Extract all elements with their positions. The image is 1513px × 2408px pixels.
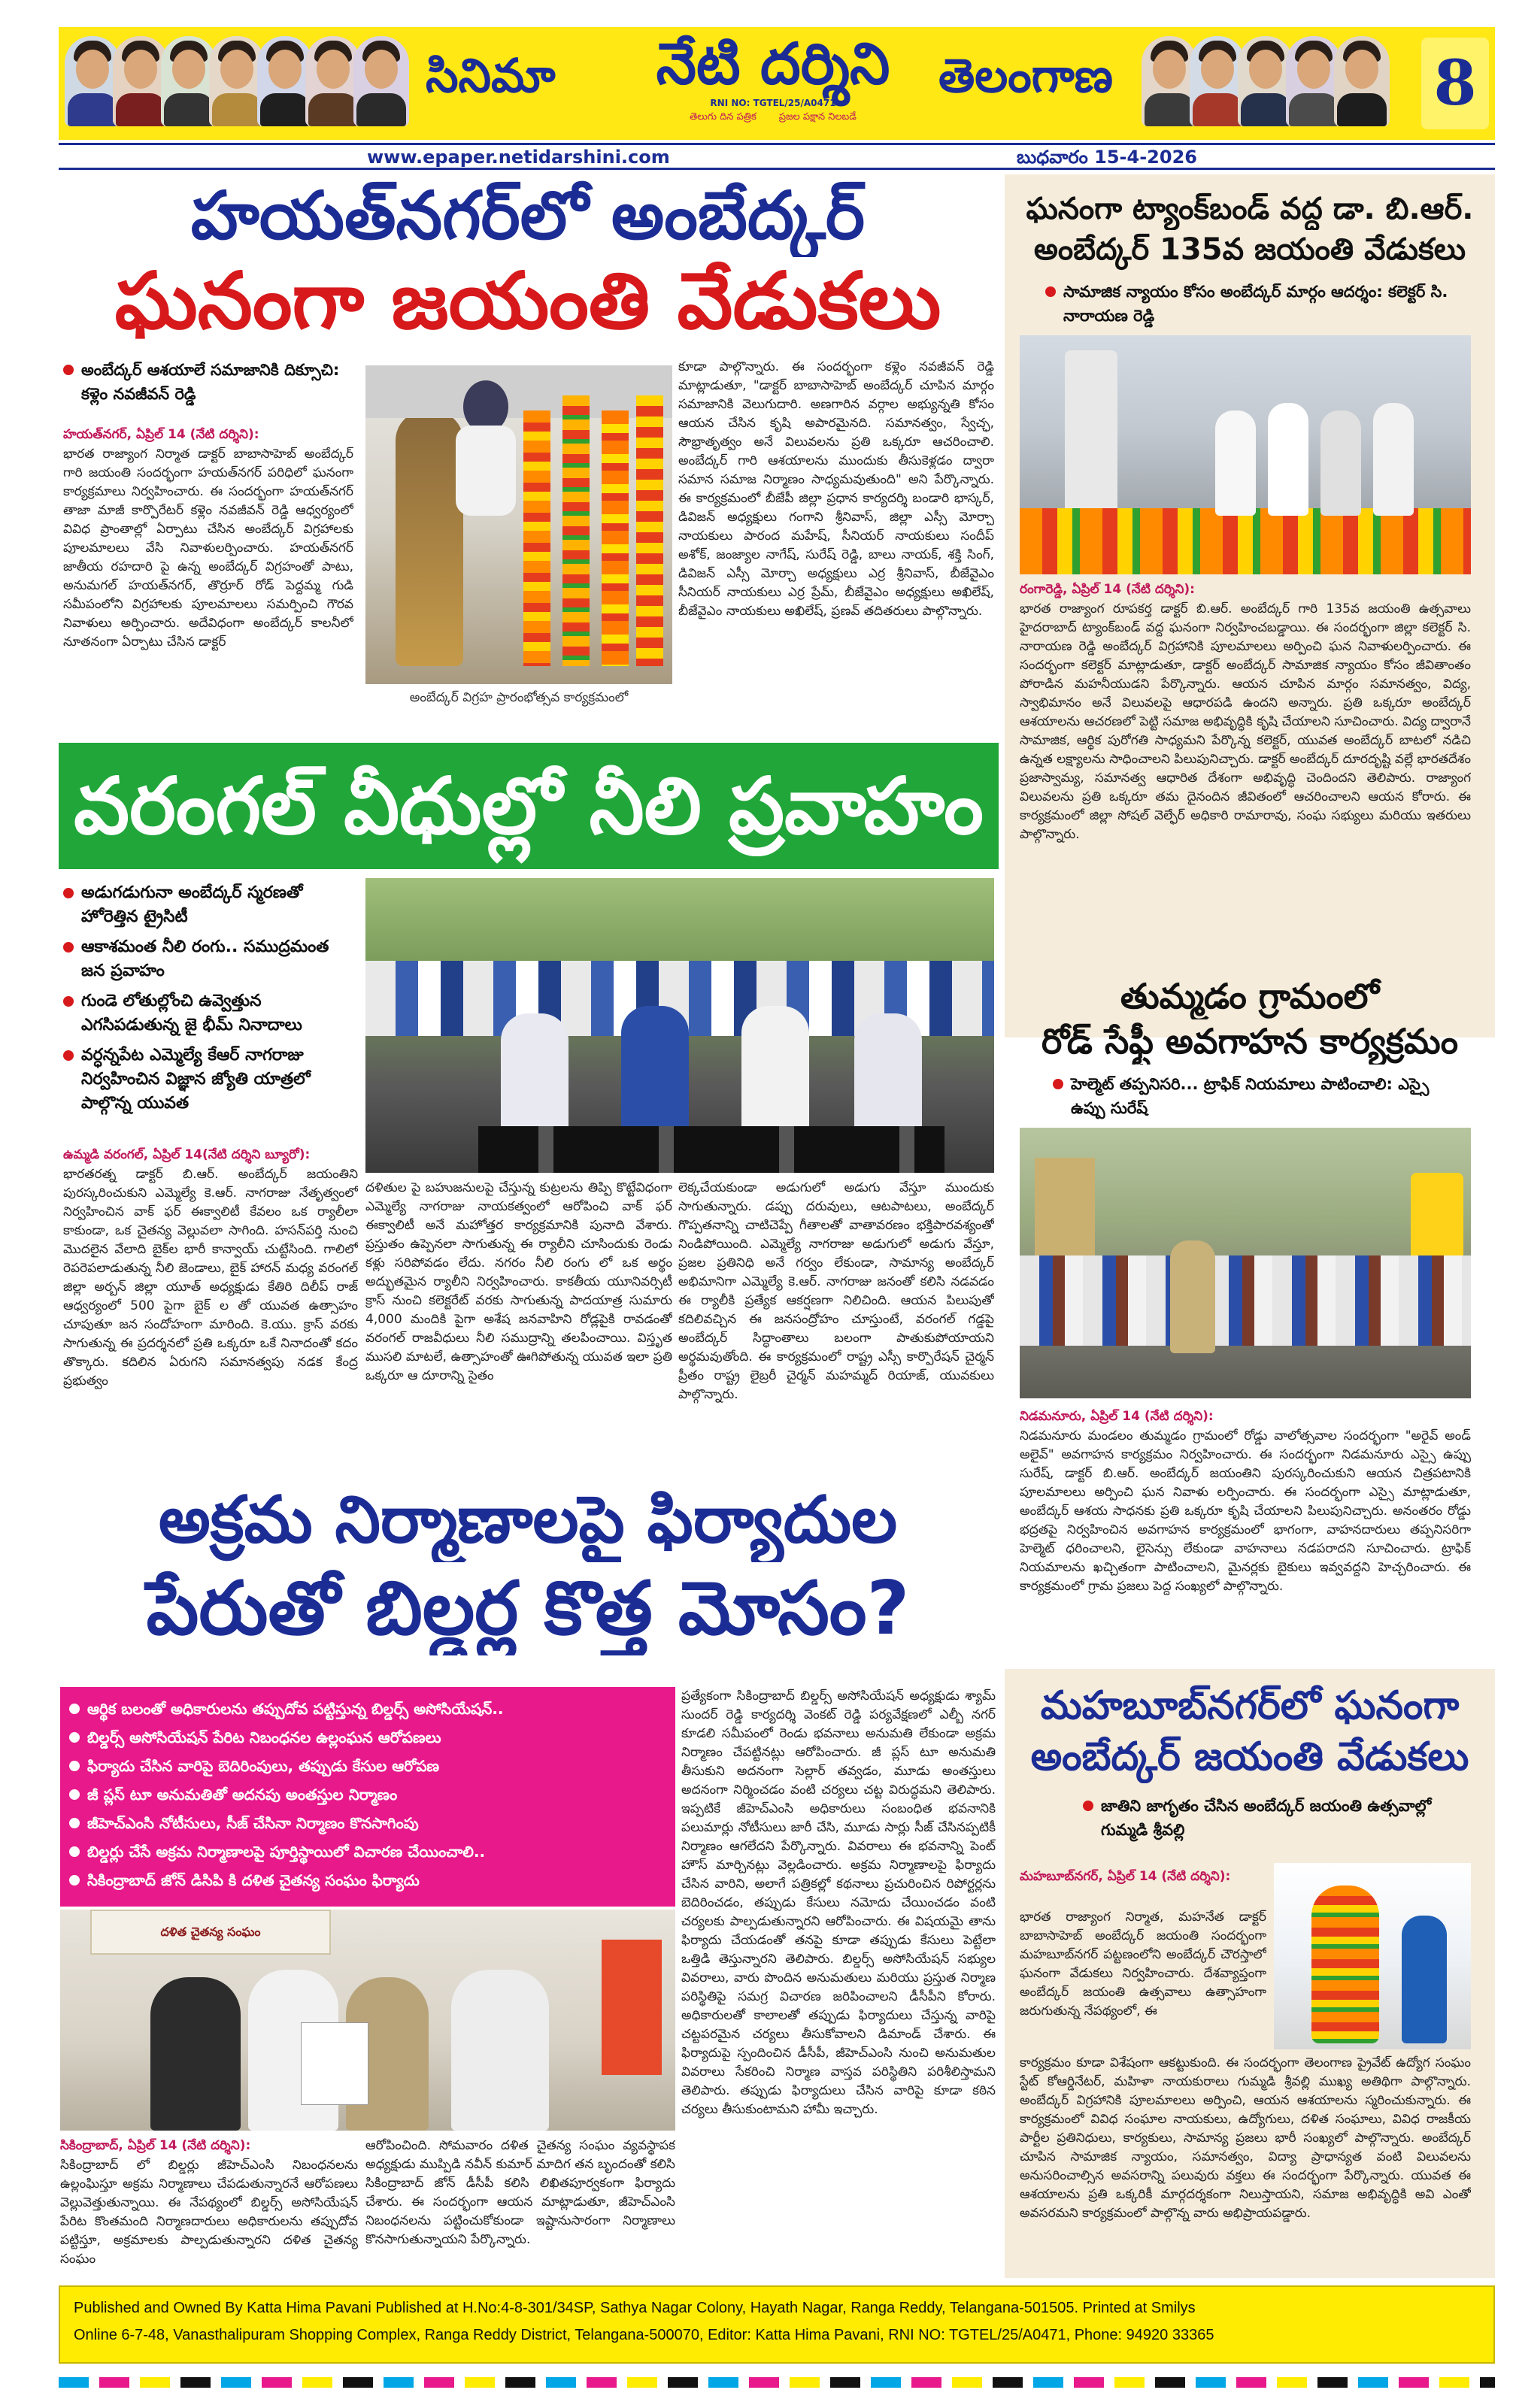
story1-dateline: హయత్‌నగర్, ఏప్రిల్ 14 (నేటి దర్శిని): (63, 427, 259, 442)
sidebar1-photo-tankbund (1020, 335, 1471, 574)
paper-name: నేటి దర్శిని (656, 30, 890, 97)
celebrity-portrait-6 (305, 36, 361, 126)
sidebar3-headline-line2: అంబేద్కర్ జయంతి వేడుకలు (1030, 1734, 1469, 1779)
sidebar3-headline-line1: మహబూబ్‌నగర్‌లో ఘనంగా (1040, 1683, 1460, 1728)
story2-headline: వరంగల్ వీధుల్లో నీలి ప్రవాహం (74, 760, 984, 852)
bullet-dot-icon (1083, 1801, 1093, 1811)
story3-highlight-item: సికింద్రాబాద్ జోన్ డిసిపి కి దళిత చైతన్య సంఘం ఫిర్యాదు (69, 1866, 666, 1895)
story3-headline-line1: అక్రమ నిర్మాణాలపై ఫిర్యాదుల (158, 1483, 898, 1558)
story3-highlight-item: బిల్డర్స్ అసోసియేషన్ పేరిట నిబంధనల ఉల్లంఘన ఆరోపణలు (69, 1723, 666, 1752)
section-label-telangana: తెలంగాణ (938, 48, 1113, 103)
sidebar1-body: భారత రాజ్యాంగ రూపకర్త డాక్టర్ బి.ఆర్. అంబేద్కర్ గారి 135వ జయంతి ఉత్సవాలు హైదరాబాద్ ట్యాంక్‌బండ్ వద్ద ఘనంగా నిర్వహించబడ్డాయి. ఈ సందర్భంగా జిల్లా కలెక్టర్ సి. నారాయణ రెడ్డి అంబేద్కర్ విగ్రహానికి పూలమాలలు అర్పించి ఘన నివాళులర్పించారు. ఈ సందర్భంగా కలెక్టర్ మాట్లాడుతూ, డాక్టర్ అంబేద్కర్ సామాజిక న్యాయం కోసం జీవితాంతం పోరాడిన మహనీయుడని పేర్కొన్నారు. ఆయన చూపిన మార్గం సమానత్వం, విద్య, స్వాభిమానం అనే విలువలపై ఆధారపడి ఉందని అన్నారు. ప్రతి ఒక్కరూ అంబేద్కర్ ఆశయాలను ఆచరణలో పెట్టి సమాజ అభివృద్ధికి కృషి చేయాలని సూచించారు. విద్య ద్వారానే సామాజిక, ఆర్థిక పురోగతి సాధ్యమని పేర్కొన్న కలెక్టర్, యువత అంబేద్కర్ బాటలో నడిచి ఉన్నత లక్ష్యాలను సాధించాలని పిలుపునిచ్చారు. డాక్టర్ అంబేద్కర్ దూరదృష్టి వల్లే భారతదేశం ప్రజాస్వామ్య, సమానత్వ ఆధారిత దేశంగా అభివృద్ధి చెందిందని తెలిపారు. రాజ్యాంగ విలువలను ప్రతి ఒక్కరూ తమ దైనందిన జీవితంలో ఆచరించాలని ఆయన కోరారు. ఈ కార్యక్రమంలో జిల్లా సోషల్ వెల్ఫేర్ అధికారి రామారావు, సంఘ సభ్యులు మరియు ఇతరులు పాల్గొన్నారు. (1020, 601, 1471, 842)
newspaper-logo (638, 30, 908, 137)
celebrity-portrait-1 (65, 36, 120, 126)
celebrity-portrait-11 (1286, 36, 1342, 126)
sidebar2-headline-line2: రోడ్ సేఫ్టీ అవగాహన కార్యక్రమం (1041, 1021, 1459, 1062)
sidebar2-highlight (1053, 1072, 1459, 1120)
sidebar2-photo-road-safety (1020, 1128, 1471, 1398)
story1-photo-ambedkar-statue (365, 365, 672, 684)
story1-photo-caption: అంబేద్కర్ విగ్రహ ప్రారంభోత్సవ కార్యక్రమంలో (409, 690, 629, 705)
paper-motto: ప్రజల పక్షాన నిలబడే (778, 111, 857, 123)
celebrity-portrait-3 (161, 36, 217, 126)
sidebar1-highlight-text: సామాజిక న్యాయం కోసం అంబేద్కర్ మార్గం ఆదర్శం: కలెక్టర్ సి. నారాయణ రెడ్డి (1063, 283, 1448, 325)
story3-photo-complaint (60, 1910, 675, 2131)
bullet-dot-icon (69, 1789, 80, 1800)
celebrity-portrait-7 (353, 36, 409, 126)
story2-highlight-item: గుండె లోతుల్లోంచి ఉవ్వెత్తున ఎగసిపడుతున్న జై భీమ్ నినాదాలు (63, 989, 358, 1037)
bullet-dot-icon (69, 1761, 80, 1771)
story3-highlight-item: ఆర్థిక బలంతో అధికారులను తప్పుదోవ పట్టిస్తున్న బిల్డర్స్ అసోసియేషన్.. (69, 1695, 666, 1723)
website-strip (59, 143, 1002, 170)
celebrity-portrait-12 (1334, 36, 1390, 126)
celebrity-portrait-4 (209, 36, 265, 126)
bullet-dot-icon (1053, 1079, 1063, 1089)
sidebar3-body-bottom: కార్యక్రమం కూడా విశేషంగా ఆకట్టుకుంది. ఈ సందర్భంగా తెలంగాణ ప్రైవేట్ ఉద్యోగ సంఘం స్టేట్ కోఆర్డినేటర్, మహిళా నాయకురాలు గుమ్మడి శ్రీవల్లి ముఖ్య అతిథిగా పాల్గొన్నారు. అంబేద్కర్ విగ్రహానికి పూలమాలలు అర్పించి, ఆయన ఆశయాలను స్మరించుకున్నారు. ఈ కార్యక్రమంలో వివిధ సంఘాల నాయకులు, ఉద్యోగులు, దళిత సంఘాలు, వివిధ రాజకీయ పార్టీల ప్రతినిధులు, కార్యకులు, సామాన్య ప్రజలు భారీ సంఖ్యలో పాల్గొన్నారు. అంబేద్కర్ చూపిన సామాజిక న్యాయం, సమానత్వం, విద్యా ప్రాధాన్యత వంటి విలువలను అనుసరించాల్సిన అవసరాన్ని పలువురు వక్తలు ఈ సందర్భంగా పేర్కొన్నారు. యువత ఈ ఆశయాలను ప్రతి ఒక్కరికీ మార్గదర్శకంగా నిలుస్తాయని, సమాజ అభివృద్ధికి అవి ఎంతో అవసరమని కార్యక్రమంలో పాల్గొన్న వారు అభిప్రాయపడ్డారు. (1020, 2055, 1471, 2221)
story3-dateline: సికింద్రాబాద్, ఏప్రిల్ 14 (నేటి దర్శిని): (60, 2138, 251, 2153)
paper-tagline: తెలుగు దిన పత్రిక (690, 111, 756, 123)
story2-highlight-item: వర్ధన్నపేట ఎమ్మెల్యే కేఆర్ నాగరాజు నిర్వహించిన విజ్ఞాన జ్యోతి యాత్రలో పాల్గొన్న యువత (63, 1043, 358, 1116)
celebrity-portrait-9 (1190, 36, 1245, 126)
cmyk-registration-strip (59, 2377, 1495, 2388)
story1-body-col3: కూడా పాల్గొన్నారు. ఈ సందర్భంగా కళ్లెం నవజీవన్ రెడ్డి మాట్లాడుతూ, "డాక్టర్ బాబాసాహెబ్ అంబేద్కర్ చూపిన మార్గం సమాజానికి వెలుగుదారి. అణగారిన వర్గాల అభ్యున్నతి కోసం ఆయన చేసిన కృషి అపారమైనది. సమానత్వం, స్వేచ్ఛ, సౌభ్రాతృత్వం అనే విలువలను ప్రతి ఒక్కరూ ఆచరించాలి. అంబేద్కర్ గారి ఆశయాలను ముందుకు తీసుకెళ్లడం ద్వారా సమాన సమాజ నిర్మాణం సాధ్యమవుతుంది" అని పేర్కొన్నారు. ఈ కార్యక్రమంలో బీజేపీ జిల్లా ప్రధాన కార్యదర్శి బండారి భాస్కర్, డివిజన్ అధ్యక్షులు గంగాని శ్రీనివాస్, జిల్లా ఎస్సీ మోర్చా నాయకులు పారంద మహేష్, సీనియర్ నాయకులు సందీప్ అశోక్, జంజ్యాల నాగేష్, సురేష్ రెడ్డి, బాలు నాయక్, శక్తి సింగ్, డివిజన్ ఎస్సీ మోర్చా అధ్యక్షులు ఎర్ర శ్రీనివాస్, బీజేవైఎం సీనియర్ నాయకులు ఎర్ర ప్రేమ్, బీజేవైఎం అధ్యక్షులు అఖిలేష్, బీజేవైఎం నాయకులు అఖిలేష్, ప్రణవ్ తదితరులు పాల్గొన్నారు. (678, 359, 994, 619)
bullet-dot-icon (63, 888, 74, 898)
story3-highlight-item: ఫిర్యాదు చేసిన వారిపై బెదిరింపులు, తప్పుడు కేసుల ఆరోపణ (69, 1752, 666, 1780)
bullet-dot-icon (69, 1818, 80, 1828)
story3-body-col3: ప్రత్యేకంగా సికింద్రాబాద్ బిల్డర్స్ అసోసియేషన్ అధ్యక్షుడు శ్యామ్ సుందర్ రెడ్డి కార్యదర్శి వెంకట్ రెడ్డి పర్యవేక్షణలో ఎల్బీ నగర్ కూడలి సమీపంలో రెండు భవనాలు అనుమతి లేకుండా అక్రమ నిర్మాణం చేపట్టినట్లు ఆరోపించారు. జీ ప్లస్ టూ అనుమతి తీసుకుని అదనంగా సెల్లార్ తవ్వడం, మూడు అంతస్తులు అదనంగా నిర్మించడం వంటి చర్యలు చట్ట విరుద్ధమని తెలిపారు. ఇప్పటికే జీహెచ్ఎంసి అధికారులు సంబంధిత భవనానికి పలుమార్లు నోటీసులు జారీ చేసి, మూడు సార్లు సీజ్ చేసినప్పటికీ నిర్మాణం ఆగలేదని పేర్కొన్నారు. వివరాలు ఈ భవనాన్ని పెంట్ హౌస్ మార్చినట్లు వెల్లడించారు. అక్రమ నిర్మాణాలపై ఫిర్యాదు చేసిన వారిని, అలాగే పత్రికల్లో కథనాలు ప్రచురించిన రిపోర్టర్లను బెదిరించడం, తప్పుడు కేసులు నమోదు చేయించడం వంటి చర్యలకు పాల్పడుతున్నారని ఆరోపించారు. ఈ విషయమై తాను ఫిర్యాదు చేయడంతో తనపై కూడా తప్పుడు కేసులు పెట్టేలా ఒత్తిడి తెస్తున్నారని తెలిపారు. బిల్డర్స్ అసోసియేషన్ సభ్యుల వివరాలు, వారు పొందిన అనుమతులు మరియు ప్రస్తుత నిర్మాణ పరిస్థితిపై సమగ్ర విచారణ జరిపించాలని డీసీపీని కోరారు. అధికారులతో కాలాలతో తప్పుడు ఫిర్యాదులు చేస్తున్న వారిపై చట్టపరమైన చర్యలు తీసుకోవాలని డిమాండ్ చేశారు. ఈ ఫిర్యాదుపై స్పందించిన డీసీపీ, జీహెచ్ఎంసి నుంచి అనుమతుల వివరాలు సేకరించి నిర్మాణ వాస్తవ పరిస్థితిని పరిశీలిస్తామని తెలిపారు. తప్పుడు ఫిర్యాదులు చేసిన వారిపై కూడా కఠిన చర్యలు తీసుకుంటామని హామీ ఇచ్చారు. (681, 1689, 996, 2117)
bullet-dot-icon (69, 1732, 80, 1743)
footer-line2: Online 6-7-48, Vanasthalipuram Shopping Complex, Ranga Reddy District, Telangana-500070, Editor: Katta Hima Pavani, RNI NO: TGTEL/25/A0471, Phone: 94920 33365 (74, 2327, 1214, 2343)
story2-body-col1: భారతరత్న డాక్టర్ బి.ఆర్. అంబేద్కర్ జయంతిని పురస్కరించుకుని ఎమ్మెల్యే కె.ఆర్. నాగరాజు నేతృత్వంలో నిర్వహించిన వాక్ ఫర్ ఈక్వాలిటీ కేవలం ఒక ర్యాలీలా కాకుండా, ఒక చైతన్య వెల్లువలా సాగింది. హసన్‌పర్తి నుంచి మొదలైన వేలాది బైక్‌ల భారీ కాన్వాయ్ చుట్టేసింది. గాలిలో రెపరెపలాడుతున్న నీలి జెండాలు, బైక్ హారన్ మధ్య వరంగల్ జిల్లా అర్బన్ జిల్లా యూత్ అధ్యక్షుడు కేతిరి దిలీప్ రాజ్ ఆధ్వర్యంలో 500 పైగా బైక్ ల తో యువత ఉత్సాహం చూపుతూ జన సందోహంగా మారింది. కె.యు. క్రాస్ వరకు సాగుతున్న ఈ ప్రదర్శనలో ప్రతి ఒక్కరూ ఒకే నినాదంతో కదం తొక్కారు. కదిలిన ఏరుగని సమానత్వపు నడక కేంద్ర ప్రభుత్వం (63, 1167, 358, 1389)
sidebar1-highlight (1045, 280, 1466, 328)
rni-number: RNI NO: TGTEL/25/A0471 (710, 98, 836, 108)
bullet-dot-icon (63, 996, 74, 1007)
bullet-dot-icon (69, 1704, 80, 1714)
bullet-dot-icon (63, 942, 74, 953)
website-url[interactable]: www.epaper.netidarshini.com (367, 147, 670, 168)
story1-headline-line1: హయత్‌నగర్‌లో అంబేద్కర్ (190, 177, 866, 254)
bullet-dot-icon (63, 365, 74, 375)
sidebar3-highlight (1083, 1794, 1436, 1842)
section-label-cinema: సినిమా (426, 48, 556, 103)
story3-body-col1: సికింద్రాబాద్ లో బిల్డర్లు జీహెచ్ఎంసి నిబంధనలను ఉల్లంఘిస్తూ అక్రమ నిర్మాణాలు చేపడుతున్నారనే ఆరోపణలు వెల్లువెత్తుతున్నాయి. ఈ నేపథ్యంలో బిల్డర్స్ అసోసియేషన్ పేరిట కొంతమంది నిర్మాణదారులు అధికారులను తప్పుదోవ పట్టిస్తూ, అక్రమాలకు పాల్పడుతున్నారని దళిత చైతన్య సంఘం (60, 2158, 358, 2267)
bullet-dot-icon (69, 1875, 80, 1886)
story2-dateline: ఉమ్మడి వరంగల్, ఏప్రిల్ 14(నేటి దర్శిని బ్యూరో): (63, 1147, 311, 1162)
footer-line1: Published and Owned By Katta Hima Pavani Published at H.No:4-8-301/34SP, Sathya Nagar Colony, Hayath Nagar, Ranga Reddy, Telangana-501505. Printed at Smilys (74, 2300, 1196, 2316)
story3-highlight-item: బిల్డర్లు చేసే అక్రమ నిర్మాణాలపై పూర్తిస్థాయిలో విచారణ చేయించాలి.. (69, 1837, 666, 1866)
celebrity-portrait-10 (1238, 36, 1293, 126)
story2-highlight-item: ఆకాశమంత నీలి రంగు.. సముద్రమంత జన ప్రవాహం (63, 935, 358, 983)
sidebar3-dateline: మహబూబ్‌నగర్, ఏప్రిల్ 14 (నేటి దర్శిని): (1020, 1869, 1231, 1884)
story2-body-col3: లెక్కచేయకుండా అడుగులో అడుగు వేస్తూ ముందుకు సాగుతున్నారు. డప్పు దరువులు, ఆటపాటలు, అంబేద్కర్ గొప్పతనాన్ని చాటిచెప్పే గీతాలతో వాతావరణం భక్తిపారవశ్యంతో నిండిపోయింది. ఎమ్మెల్యే నాగరాజు అడుగులో అడుగు వేస్తూ, ప్రజల ప్రతినిధి అనే గర్వం లేకుండా, సామాన్య అంబేద్కర్ అభిమానిగా ఎమ్మెల్యే కె.ఆర్. నాగరాజు జనంతో కలిసి నడవడం ఈ ర్యాలీకి ప్రత్యేక ఆకర్షణగా నిలిచింది. ఆయన పిలుపుతో కదిలివచ్చిన ఈ జనసంద్రోహం చూస్తుంటే, వరంగల్ గడ్డపై అంబేద్కర్ సిద్ధాంతాలు బలంగా పాతుకుపోయాయని అర్థమవుతోంది. ఈ కార్యక్రమంలో రాష్ట్ర ఎస్సీ కార్పొరేషన్ చైర్మన్ ప్రీతం రాష్ట్ర లైబ్రరీ చైర్మన్ మహమ్మద్ రియాజ్, యువకులు పాల్గొన్నారు. (678, 1180, 994, 1402)
sidebar1-headline-line2: అంబేద్కర్ 135వ జయంతి వేడుకలు (1033, 232, 1466, 267)
bullet-dot-icon (1045, 286, 1056, 297)
story2-body-col2: దళితుల పై బహుజనులపై చేస్తున్న కుట్రలను తిప్పి కొట్టేవిధంగా ఎమ్మెల్యే నాగరాజు నాయకత్వంలో ఆరోపించి వాక్ ఫర్ ఈక్వాలిటీ అనే మహోత్తర కార్యక్రమానికి పునాది వేశారు. ప్రస్తుతం ఉప్పెనలా సాగుతున్న ఈ ర్యాలీని చూసిందుకు రెండు కళ్లు సరిపోవడం లేదు. నగరం నీలి రంగు లో ఒక అర్థం అద్భుతమైన ర్యాలీని నిర్వహించారు. కాకతీయ యూనివర్సిటీ క్రాస్ నుంచి కలెక్టరేట్ వరకు సాగుతున్న పాదయాత్ర సుమారు 4,000 మందికి పైగా అశేష జనవాహిని రోడ్లపైకి రావడంతో వరంగల్ రాజవీధులు నీలి సముద్రాన్ని తలపించాయి. విస్తృత ముసలి మాటలే, ఉత్సాహంతో ఊగిపోతున్న యువత ఇలా ప్రతి ఒక్కరూ ఆ దూరాన్ని సైతం (365, 1180, 672, 1383)
sidebar3-highlight-text: జాతిని జాగృతం చేసిన అంబేద్కర్ జయంతి ఉత్సవాల్లో గుమ్మడి శ్రీవల్లి (1101, 1797, 1432, 1839)
story3-highlight-item: జీహెచ్ఎంసి నోటీసులు, సీజ్ చేసినా నిర్మాణం కొనసాగింపు (69, 1809, 666, 1837)
story1-body-col1: భారత రాజ్యాంగ నిర్మాత డాక్టర్ బాబాసాహెబ్ అంబేద్కర్ గారి జయంతి సందర్భంగా హయత్‌నగర్ పరిధిలో ఘనంగా కార్యక్రమాలు నిర్వహించారు. ఈ సందర్భంగా హయత్‌నగర్ తాజా మాజీ కార్పొరేటర్ కళ్లెం నవజీవన్ రెడ్డి ఆధ్వర్యంలో వివిధ ప్రాంతాల్లో ఏర్పాటు చేసిన అంబేద్కర్ విగ్రహాలకు పూలమాలలు వేసి నివాళులర్పించారు. హయత్‌నగర్ జాతీయ రహదారి పై ఉన్న అంబేద్కర్ విగ్రహంతో పాటు, అనుమగల్ హయత్‌నగర్, తొర్రూర్ రోడ్ పెద్దమ్మ గుడి సమీపంలోని విగ్రహాలకు పూలమాలలు సమర్పించి గౌరవ నివాళులు అర్పించారు. అదేవిధంగా అంబేద్కర్ కాలనీలో నూతనంగా ఏర్పాటు చేసిన డాక్టర్ (63, 447, 353, 650)
celebrity-portrait-5 (257, 36, 313, 126)
sidebar3-photo-statue (1274, 1863, 1471, 2049)
celebrity-portrait-2 (113, 36, 168, 126)
sidebar1-headline-line1: ఘనంగా ట్యాంక్‌బండ్ వద్ద డా. బి.ఆర్. (1026, 192, 1474, 226)
story1-highlight (63, 358, 353, 406)
sidebar2-headline-line1: తుమ్మడం గ్రామంలో (1120, 976, 1380, 1016)
date-strip (1002, 143, 1495, 170)
story2-photo-bike-rally (365, 878, 994, 1173)
story2-banner (59, 743, 999, 869)
story1-highlight-text: అంబేద్కర్ ఆశయాలే సమాజానికి దిక్సూచి: కళ్లెం నవజీవన్ రెడ్డి (81, 361, 340, 403)
story3-body-col2: ఆరోపించింది. సోమవారం దళిత చైతన్య సంఘం వ్యవస్థాపక అధ్యక్షుడు ముప్పిడి నవీన్ కుమార్ మాదిగ తన బృందంతో కలిసి సికింద్రాబాద్ జోన్ డీసీపీ కలిసి లిఖితపూర్వకంగా ఫిర్యాదు చేశారు. ఈ సందర్భంగా ఆయన మాట్లాడుతూ, జీహెచ్ఎంసి నిబంధనలను పట్టించుకోకుండా ఇష్టానుసారంగా నిర్మాణాలు కొనసాగుతున్నాయని పేర్కొన్నారు. (365, 2138, 675, 2247)
footer-imprint (59, 2285, 1495, 2364)
masthead (59, 27, 1495, 140)
bullet-dot-icon (69, 1846, 80, 1857)
story3-highlights-box (60, 1687, 675, 1907)
story3-headline-line2: పేరుతో బిల్డర్ల కొత్త మోసం? (146, 1566, 910, 1652)
story3-highlight-item: జీ ప్లస్ టూ అనుమతితో అదనపు అంతస్తుల నిర్మాణం (69, 1780, 666, 1809)
story1-headline-line2: ఘనంగా జయంతి వేడుకలు (114, 255, 941, 347)
story2-highlight-item: అడుగడుగునా అంబేద్కర్ స్మరణతో హోరెత్తిన ట్రైసిటీ (63, 881, 358, 929)
page-number: 8 (1421, 38, 1489, 129)
photo-banner-text: దళిత చైతన్య సంఘం (160, 1925, 261, 1939)
celebrity-portrait-8 (1142, 36, 1197, 126)
sidebar1-dateline: రంగారెడ్డి, ఏప్రిల్ 14 (నేటి దర్శిని): (1020, 582, 1195, 597)
story2-highlights (63, 881, 358, 1116)
sidebar3-body-top: భారత రాజ్యాంగ నిర్మాత, మహనేత డాక్టర్ బాబాసాహెబ్ అంబేద్కర్ జయంతి సందర్భంగా మహబూబ్‌నగర్ పట్టణంలోని అంబేద్కర్ చౌరస్తాలో ఘనంగా వేడుకలు నిర్వహించారు. దేశవ్యాప్తంగా అంబేద్కర్ జయంతి ఉత్సవాలు ఉత్సాహంగా జరుగుతున్న నేపథ్యంలో, ఈ (1020, 1910, 1266, 2019)
sidebar2-dateline: నిడమనూరు, ఏప్రిల్ 14 (నేటి దర్శిని): (1020, 1409, 1214, 1424)
sidebar2-body: నిడమనూరు మండలం తుమ్మడం గ్రామంలో రోడ్డు వాలోత్సవాల సందర్భంగా "అరైవ్ అండ్ అలైవ్" అవగాహన కార్యక్రమం నిర్వహించారు. ఈ సందర్భంగా నిడమనూరు ఎస్సై ఉప్పు సురేష్, డాక్టర్ బి.ఆర్. అంబేద్కర్ జయంతిని పురస్కరించుకుని ఆయన చిత్రపటానికి పూలమాలలు అర్పించి ఘన నివాళు లర్పించారు. ఈ సందర్భంగా ఎస్సై మాట్లాడుతూ, అంబేద్కర్ ఆశయ సాధనకు ప్రతి ఒక్కరూ కృషి చేయాలని పిలుపునిచ్చారు. అనంతరం రోడ్డు భద్రతపై నిర్వహించిన అవగాహన కార్యక్రమంలో భాగంగా, వాహనదారులు తప్పనిసరిగా హెల్మెట్ ధరించాలని, లైసెన్సు లేకుండా వాహనాలు నడపరాదని సూచించారు. ట్రాఫిక్ నియమాలను ఖచ్చితంగా పాటించాలని, మైనర్లకు బైకులు ఇవ్వవద్దని హెచ్చరించారు. ఈ కార్యక్రమంలో గ్రామ ప్రజలు పెద్ద సంఖ్యలో పాల్గొన్నారు. (1020, 1428, 1471, 1594)
sidebar2-highlight-text: హెల్మెట్ తప్పనిసరి... ట్రాఫిక్ నియమాలు పాటించాలి: ఎస్సై ఉప్పు సురేష్ (1071, 1075, 1430, 1117)
issue-date: బుధవారం 15-4-2026 (1017, 147, 1197, 168)
bullet-dot-icon (63, 1050, 74, 1061)
